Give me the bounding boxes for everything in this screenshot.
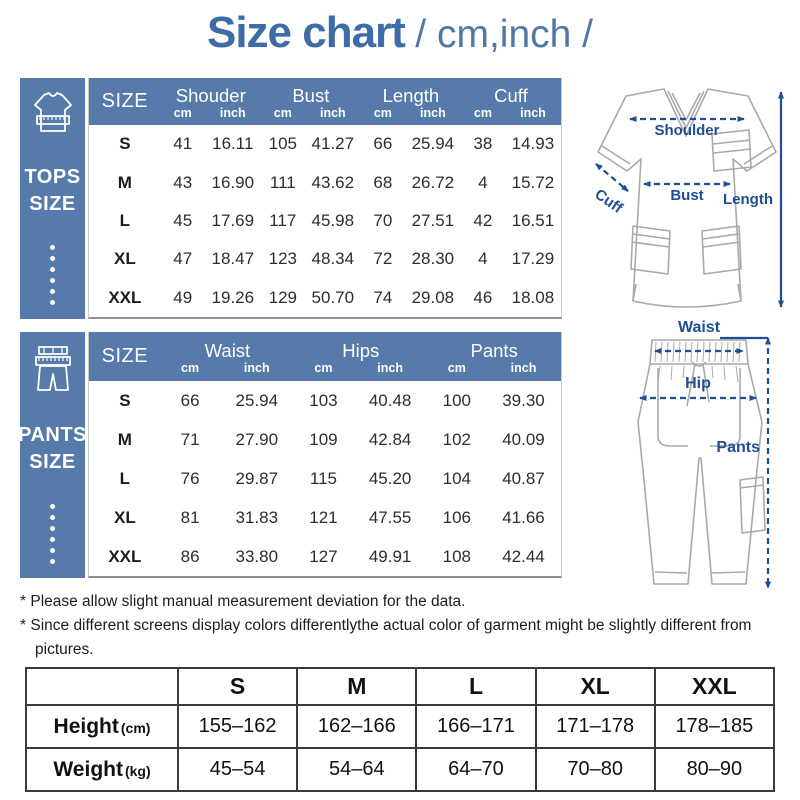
- scrub-pants-measure-diagram: [600, 310, 798, 596]
- fit-table-row: Weight (kg) 45–54 54–64 64–70 70–80 80–90: [26, 748, 774, 791]
- fit-table-row: Height (cm) 155–162 162–166 166–171 171–178 178–185: [26, 705, 774, 748]
- table-row: XXL 49 19.26 129 50.70 74 29.08 46 18.08: [108, 287, 555, 307]
- table-row: L 76 29.87 115 45.20 104 40.87: [119, 468, 545, 488]
- tops-sidebar-label: TOPS SIZE: [24, 165, 81, 215]
- page-title: [0, 8, 800, 58]
- bust-label: Bust: [670, 187, 704, 204]
- tops-table-body: [89, 125, 561, 317]
- notes: [20, 590, 786, 662]
- note-line: * Please allow slight manual measurement deviation for the data.: [20, 593, 466, 610]
- tops-col-cuff: Cuff cm inch: [473, 85, 546, 120]
- scrub-top-measure-diagram: [576, 74, 798, 318]
- title-units-suffix: / cm,inch /: [415, 13, 594, 56]
- pants-label: Pants: [716, 439, 760, 456]
- table-row: XL 47 18.47 123 48.34 72 28.30 4 17.29: [114, 249, 555, 269]
- pants-col-hips: Hips cm inch: [314, 340, 403, 375]
- fit-table-blank-cell: [26, 668, 178, 705]
- pants-table-body: [89, 381, 561, 576]
- pants-sidebar: [20, 332, 85, 578]
- pants-col-pants: Pants cm inch: [447, 340, 537, 375]
- pants-table-header: [89, 332, 561, 381]
- note-line: * Since different screens display colors differentlythe actual color of garment might be slightly different from pictures.: [20, 617, 752, 659]
- table-row: S 41 16.11 105 41.27 66 25.94 38 14.93: [119, 134, 555, 154]
- fit-size-xxl: XXL: [655, 668, 774, 705]
- tops-size-table: [88, 78, 562, 319]
- table-row: M 43 16.90 111 43.62 68 26.72 4 15.72: [117, 172, 555, 192]
- fit-size-s: S: [178, 668, 297, 705]
- dots-decoration: [50, 504, 55, 564]
- tops-col-bust: Bust cm inch: [273, 85, 346, 120]
- tshirt-measure-icon: [28, 90, 78, 136]
- note-bullet: *: [20, 593, 27, 610]
- hip-label: Hip: [685, 375, 711, 392]
- length-label: Length: [723, 191, 773, 208]
- table-row: XXL 86 33.80 127 49.91 108 42.44: [108, 546, 545, 566]
- note-bullet: *: [20, 617, 27, 635]
- tops-col-shoulder: Shouder cm inch: [173, 85, 246, 120]
- pants-col-waist: Waist cm inch: [181, 340, 270, 375]
- cuff-label: Cuff: [591, 185, 626, 217]
- waist-label: Waist: [677, 319, 721, 336]
- fit-size-m: M: [297, 668, 416, 705]
- tops-size-col-header: SIZE: [101, 90, 149, 112]
- dots-decoration: [50, 245, 55, 305]
- fit-table: [25, 667, 775, 792]
- pants-size-table: [88, 332, 562, 578]
- table-row: S 66 25.94 103 40.48 100 39.30: [119, 390, 545, 410]
- fit-size-l: L: [416, 668, 535, 705]
- fit-size-xl: XL: [536, 668, 655, 705]
- shoulder-label: Shoulder: [654, 122, 720, 139]
- pants-size-col-header: SIZE: [101, 345, 149, 367]
- tops-sidebar: [20, 78, 85, 319]
- table-row: L 45 17.69 117 45.98 70 27.51 42 16.51: [119, 211, 555, 231]
- table-row: XL 81 31.83 121 47.55 106 41.66: [114, 507, 545, 527]
- pants-measure-icon: [28, 344, 78, 394]
- pants-sidebar-label: PANTS SIZE: [18, 424, 87, 473]
- fit-table-header-row: [26, 668, 774, 705]
- table-row: M 71 27.90 109 42.84 102 40.09: [117, 429, 545, 449]
- tops-col-length: Length cm inch: [373, 85, 446, 120]
- tops-table-header: [89, 78, 561, 125]
- title-main: Size chart: [206, 8, 405, 57]
